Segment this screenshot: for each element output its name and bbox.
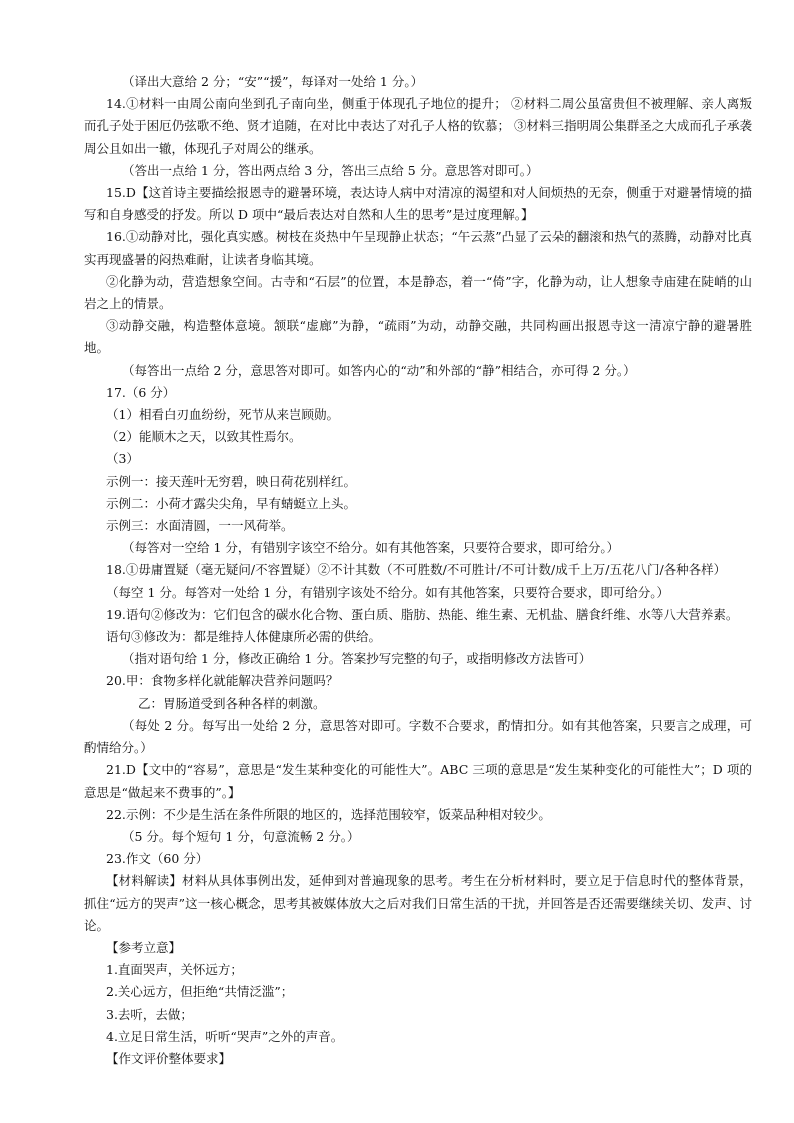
answer-17-example-2: 示例二：小荷才露尖尖角，早有蜻蜓立上头。 [106, 495, 357, 511]
note-16-score: （每答出一点给 2 分，意思答对即可。如答内心的“动”和外部的“静”相结合，亦可得 2 分。） [122, 362, 636, 378]
note-20-score: （每处 2 分。每写出一处给 2 分，意思答对即可。字数不合要求，酌情扣分。如有其他答案，只要言之成理，可酌情给分。） [84, 717, 752, 756]
note-18-score: （每空 1 分。每答对一处给 1 分，有错别字该处不给分。如有其他答案，只要符合要求，即可给分。） [106, 584, 670, 600]
answer-17-2: （2）能顺木之天，以致其性焉尔。 [106, 429, 302, 445]
answer-19-sentence-2: 19.语句②修改为：它们包含的碳水化合物、蛋白质、脂肪、热能、维生素、无机盐、膳食纤维、水等八大营养素。 [106, 606, 739, 622]
essay-material-analysis: 【材料解读】材料从具体事例出发，延伸到对普遍现象的思考。考生在分析材料时，要立足于信息时代的整体背景，抓住“远方的哭声”这一核心概念，思考其被媒体放大之后对我们日常生活的干扰，并回答是否还需要继续关切、发声、讨论。 [84, 873, 752, 933]
note-17-score: （每答对一空给 1 分，有错别字该空不给分。如有其他答案，只要符合要求，即可给分。） [122, 540, 620, 556]
answer-15: 15.D【这首诗主要描绘报恩寺的避暑环境，表达诗人病中对清凉的渴望和对人间烦热的无奈，侧重于对避暑情境的描写和自身感受的抒发。所以 D 项中“最后表达对自然和人生的思考”是过度理解。】 [84, 185, 752, 223]
answer-16-point-1: 16.①动静对比，强化真实感。树枝在炎热中午呈现静止状态；“午云蒸”凸显了云朵的翻滚和热气的蒸腾，动静对比真实再现盛暑的闷热难耐，让读者身临其境。 [84, 229, 752, 267]
answer-20-a: 20.甲：食物多样化就能解决营养问题吗？ [106, 673, 339, 689]
answer-22: 22.示例：不少是生活在条件所限的地区的，选择范围较窄，饭菜品种相对较少。 [106, 806, 551, 822]
note-19-score: （指对语句给 1 分，修改正确给 1 分。答案抄写完整的句子，或指明修改方法皆可） [122, 651, 592, 667]
answer-17-example-3: 示例三：水面清圆，一一风荷举。 [106, 518, 294, 534]
answer-17-3: （3） [106, 451, 139, 467]
answer-17-1: （1）相看白刃血纷纷，死节从来岂顾勋。 [106, 407, 339, 423]
answer-18: 18.①毋庸置疑（毫无疑问/不容置疑）②不计其数（不可胜数/不可胜计/不可计数/成千上万/五花八门/各种各样） [106, 562, 727, 578]
answer-16-point-2: ②化静为动，营造想象空间。古寺和“石层”的位置，本是静态，着一“倚”字，化静为动，让人想象寺庙建在陡峭的山岩之上的情景。 [84, 273, 752, 312]
answer-17-heading: 17.（6 分） [106, 384, 176, 400]
answer-19-sentence-3: 语句③修改为：都是维持人体健康所必需的供给。 [106, 629, 382, 645]
answer-17-example-1: 示例一：接天莲叶无穷碧，映日荷花别样红。 [106, 473, 357, 489]
answer-20-b: 乙：胃肠道受到各种各样的刺激。 [138, 695, 326, 711]
note-22-score: （5 分。每个短句 1 分，句意流畅 2 分。） [122, 828, 360, 844]
answer-content [84, 71, 752, 1070]
essay-idea-1: 1.直面哭声，关怀远方； [106, 962, 243, 978]
answer-21: 21.D【文中的“容易”，意思是“发生某种变化的可能性大”。ABC 三项的意思是“发生某种变化的可能性大”；D 项的意思是“做起来不费事的”。】 [84, 762, 752, 800]
answer-16-point-3: ③动静交融，构造整体意境。颔联“虚廊”为静，“疏雨”为动，动静交融，共同构画出报恩寺这一清凉宁静的避暑胜地。 [84, 318, 752, 356]
note-14-score: （答出一点给 1 分，答出两点给 3 分，答出三点给 5 分。意思答对即可。） [122, 162, 539, 178]
essay-idea-3: 3.去听，去做； [106, 1006, 193, 1022]
answer-14: 14.①材料一由周公南向坐到孔子南向坐，侧重于体现孔子地位的提升； ②材料二周公虽富贵但不被理解、亲人离叛而孔子处于困厄仍弦歌不绝、贤才追随，在对比中表达了对孔子人格的钦慕； ③材料三指明周公集群圣之大成而孔子承袭周公且如出一辙，体现孔子对周公的继承。 [84, 96, 752, 156]
note-translation-score: （译出大意给 2 分；“安”“援”，每译对一处给 1 分。） [122, 74, 424, 89]
essay-reference-heading: 【参考立意】 [106, 939, 182, 955]
essay-evaluation-heading: 【作文评价整体要求】 [106, 1050, 232, 1066]
essay-idea-2: 2.关心远方，但拒绝“共情泛滥”； [106, 984, 294, 1000]
answer-23-heading: 23.作文（60 分） [106, 851, 209, 867]
essay-idea-4: 4.立足日常生活，听听“哭声”之外的声音。 [106, 1028, 344, 1044]
